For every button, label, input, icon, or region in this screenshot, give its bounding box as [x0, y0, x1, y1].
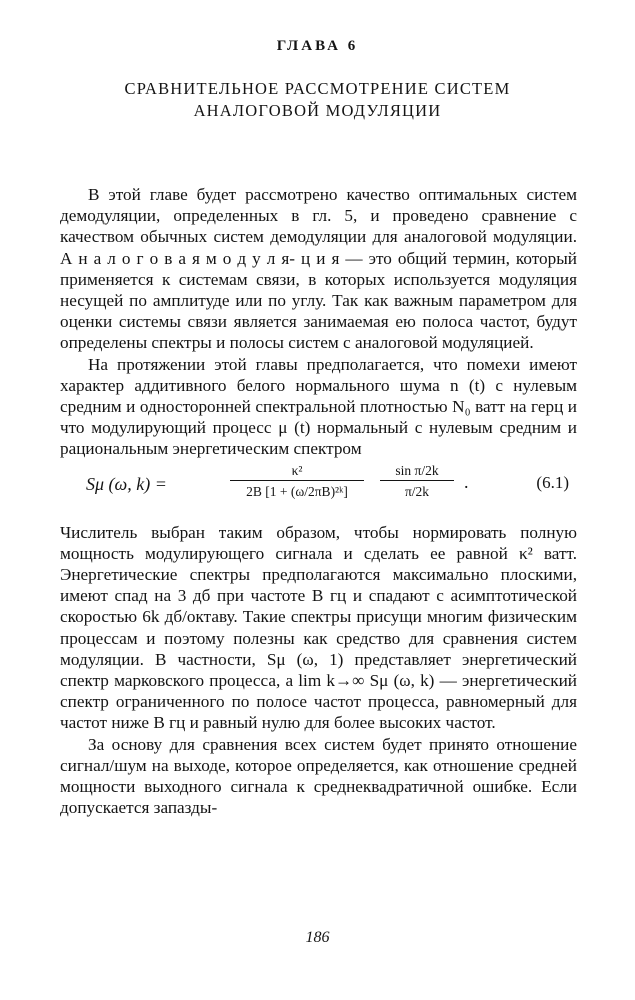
chapter-heading: ГЛАВА 6 [276, 38, 359, 54]
chapter-title [60, 78, 575, 122]
fraction-1-denominator: 2B [1 + (ω/2πB)²ᵏ] [230, 480, 364, 501]
equation-lhs: Sμ (ω, k) = [86, 473, 167, 494]
equation-label: (6.1) [536, 472, 569, 492]
body-text [60, 184, 577, 818]
paragraph-4: За основу для сравнения всех систем будет принято отношение сигнал/шум на выходе, которое определяется, как отношение средней мощности выходного сигнала к среднеквадратичной ошибке. Если допускается запазды- [60, 734, 577, 818]
fraction-1-numerator: κ² [291, 462, 303, 478]
equation-period: . [464, 471, 469, 492]
paragraph-2: На протяжении этой главы предполагается, что помехи имеют характер аддитивного белого нормального шума n (t) с нулевым средним и односторонней спектральной плотностью N₀ ватт на герц и что модулирующий процесс μ (t) нормальный с нулевым средним и рациональным энергетическим спектром [60, 354, 577, 459]
paragraph-3: Числитель выбран таким образом, чтобы нормировать полную мощность модулирующего сигнала и сделать ее равной κ² ватт. Энергетические спектры предполагаются максимально плоскими, имеют спад на 3 дб при частоте B гц и спадают с асимптотической скоростью 6k дб/октаву. Такие спектры присущи многим физическим процессам и поэтому полезны как средство для сравнения систем модуляции. В частности, Sμ (ω, 1) представляет энергетический спектр марковского процесса, а lim k→∞ Sμ (ω, k) — энергетический спектр ограниченного по полосе частот процесса, равномерный для частот ниже B гц и равный нулю для более высоких частот. [60, 522, 577, 733]
chapter-title-line-1: СРАВНИТЕЛЬНОЕ РАССМОТРЕНИЕ СИСТЕМ [124, 79, 511, 98]
fraction-2-numerator: sin π/2k [395, 462, 439, 478]
paragraph-1: В этой главе будет рассмотрено качество оптимальных систем демодуляции, определенных в гл. 5, и проведено сравнение с качеством обычных систем демодуляции для аналоговой модуляции. А н а л о г о в а я м о д у л я- ц и я — это общий термин, который применяется к системам связи, в которых используется модуляция несущей по амплитуде или по углу. Так как важным параметром для оценки системы связи является занимаемая ею полоса частот, будут определены спектры и полосы систем с аналоговой модуляцией. [60, 185, 577, 353]
page-number: 186 [305, 929, 330, 946]
equation-fraction-2 [380, 462, 454, 501]
chapter-title-line-2: АНАЛОГОВОЙ МОДУЛЯЦИИ [193, 101, 442, 120]
equation-fraction-1 [230, 462, 364, 501]
fraction-2-denominator: π/2k [380, 480, 454, 501]
equation-6-1 [60, 462, 577, 512]
